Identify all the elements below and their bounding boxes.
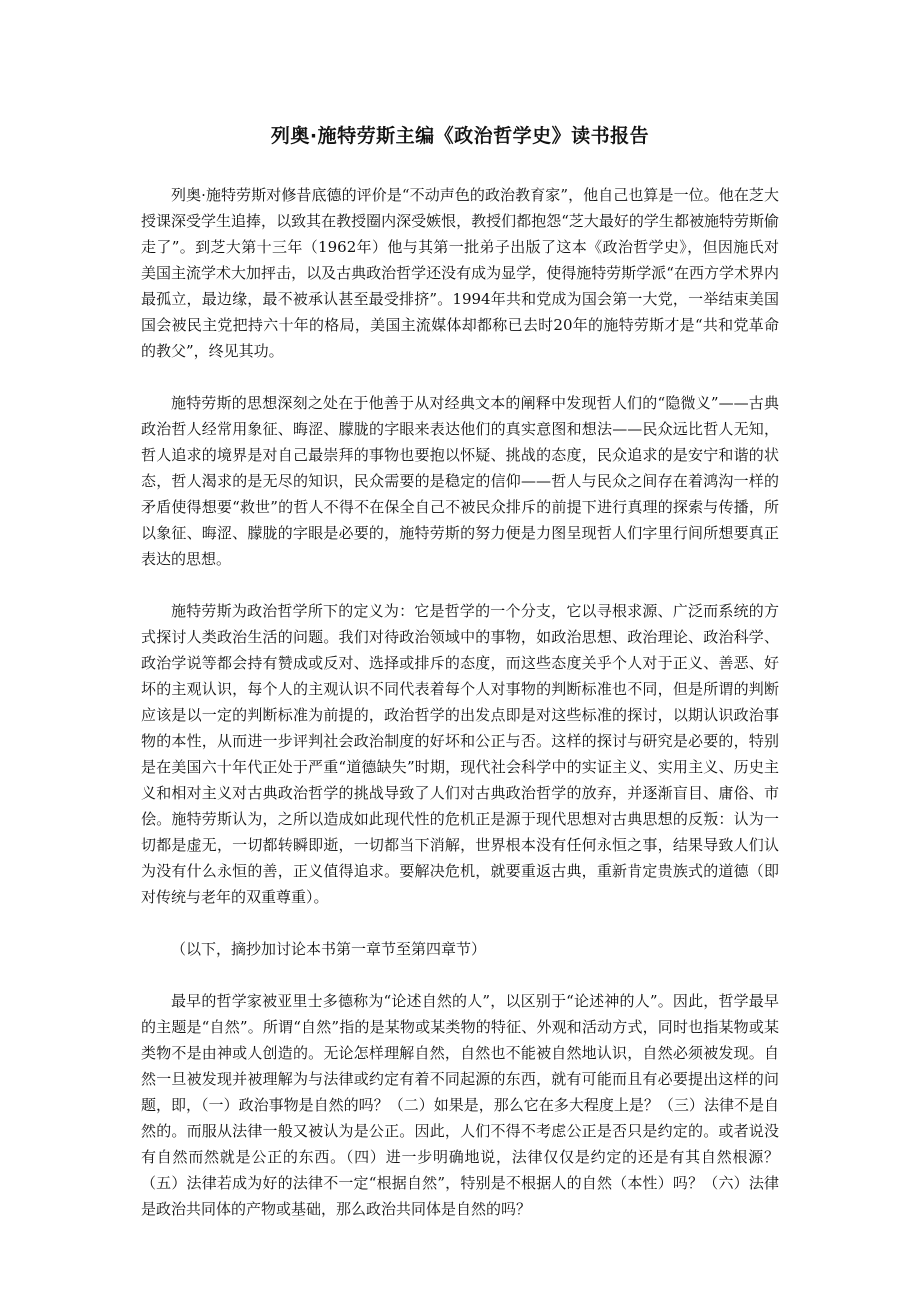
- paragraph-definition: 施特劳斯为政治哲学所下的定义为：它是哲学的一个分支，它以寻根求源、广泛而系统的方式探讨人类政治生活的问题。我们对待政治领域中的事物，如政治思想、政治理论、政治科学、政治学说等都会持有赞成或反对、选择或排斥的态度，而这些态度关乎个人对于正义、善恶、好坏的主观认识，每个人的主观认识不同代表着每个人对事物的判断标准也不同，但是所谓的判断应该是以一定的判断标准为前提的，政治哲学的出发点即是对这些标准的探讨，以期认识政治事物的本性，从而进一步评判社会政治制度的好坏和公正与否。这样的探讨与研究是必要的，特别是在美国六十年代正处于严重“道德缺失”时期，现代社会科学中的实证主义、实用主义、历史主义和相对主义对古典政治哲学的挑战导致了人们对古典政治哲学的放弃，并逐渐盲目、庸俗、市侩。施特劳斯认为，之所以造成如此现代性的危机正是源于现代思想对古典思想的反叛：认为一切都是虚无，一切都转瞬即逝，一切都当下消解，世界根本没有任何永恒之事，结果导致人们认为没有什么永恒的善，正义值得追求。要解决危机，就要重返古典，重新肯定贵族式的道德（即对传统与老年的双重尊重）。: [141, 602, 779, 906]
- paragraph-nature: 最早的哲学家被亚里士多德称为“论述自然的人”，以区别于“论述神的人”。因此，哲学最早的主题是“自然”。所谓“自然”指的是某物或某类物的特征、外观和活动方式，同时也指某物或某类物不是由神或人创造的。无论怎样理解自然，自然也不能被自然地认识，自然必须被发现。自然一旦被发现并被理解为与法律或约定有着不同起源的东西，就有可能而且有必要提出这样的问题，即，（一）政治事物是自然的吗？（二）如果是，那么它在多大程度上是？（三）法律不是自然的。而服从法律一般又被认为是公正。因此，人们不得不考虑公正是否只是约定的。或者说没有自然而然就是公正的东西。（四）进一步明确地说，法律仅仅是约定的还是有其自然根源？（五）法律若成为好的法律不一定“根据自然”，特别是不根据人的自然（本性）吗？（六）法律是政治共同体的产物或基础，那么政治共同体是自然的吗？: [141, 992, 779, 1218]
- section-note: （以下，摘抄加讨论本书第一章节至第四章节）: [171, 940, 487, 958]
- document-title: 列奥·施特劳斯主编《政治哲学史》读书报告: [270, 125, 650, 147]
- document-page: [141, 118, 779, 1248]
- paragraph-intro: 列奥·施特劳斯对修昔底德的评价是“不动声色的政治教育家”，他自己也算是一位。他在芝大授课深受学生追捧，以致其在教授圈内深受嫉恨，教授们都抱怨“芝大最好的学生都被施特劳斯偷走了”。到芝大第十三年（1962年）他与其第一批弟子出版了这本《政治哲学史》，但因施氏对美国主流学术大加抨击，以及古典政治哲学还没有成为显学，使得施特劳斯学派“在西方学术界内最孤立，最边缘，最不被承认甚至最受排挤”。1994年共和党成为国会第一大党，一举结束美国国会被民主党把持六十年的格局，美国主流媒体却都称已去时20年的施特劳斯才是“共和党革命的教父”，终见其功。: [141, 186, 779, 360]
- paragraph-esoteric: 施特劳斯的思想深刻之处在于他善于从对经典文本的阐释中发现哲人们的“隐微义”——古典政治哲人经常用象征、晦涩、朦胧的字眼来表达他们的真实意图和想法——民众远比哲人无知，哲人追求的境界是对自己最崇拜的事物也要抱以怀疑、挑战的态度，民众追求的是安宁和谐的状态，哲人渴求的是无尽的知识，民众需要的是稳定的信仰——哲人与民众之间存在着鸿沟一样的矛盾使得想要“救世”的哲人不得不在保全自己不被民众排斥的前提下进行真理的探索与传播，所以象征、晦涩、朦胧的字眼是必要的，施特劳斯的努力便是力图呈现哲人们字里行间所想要真正表达的思想。: [141, 394, 779, 568]
